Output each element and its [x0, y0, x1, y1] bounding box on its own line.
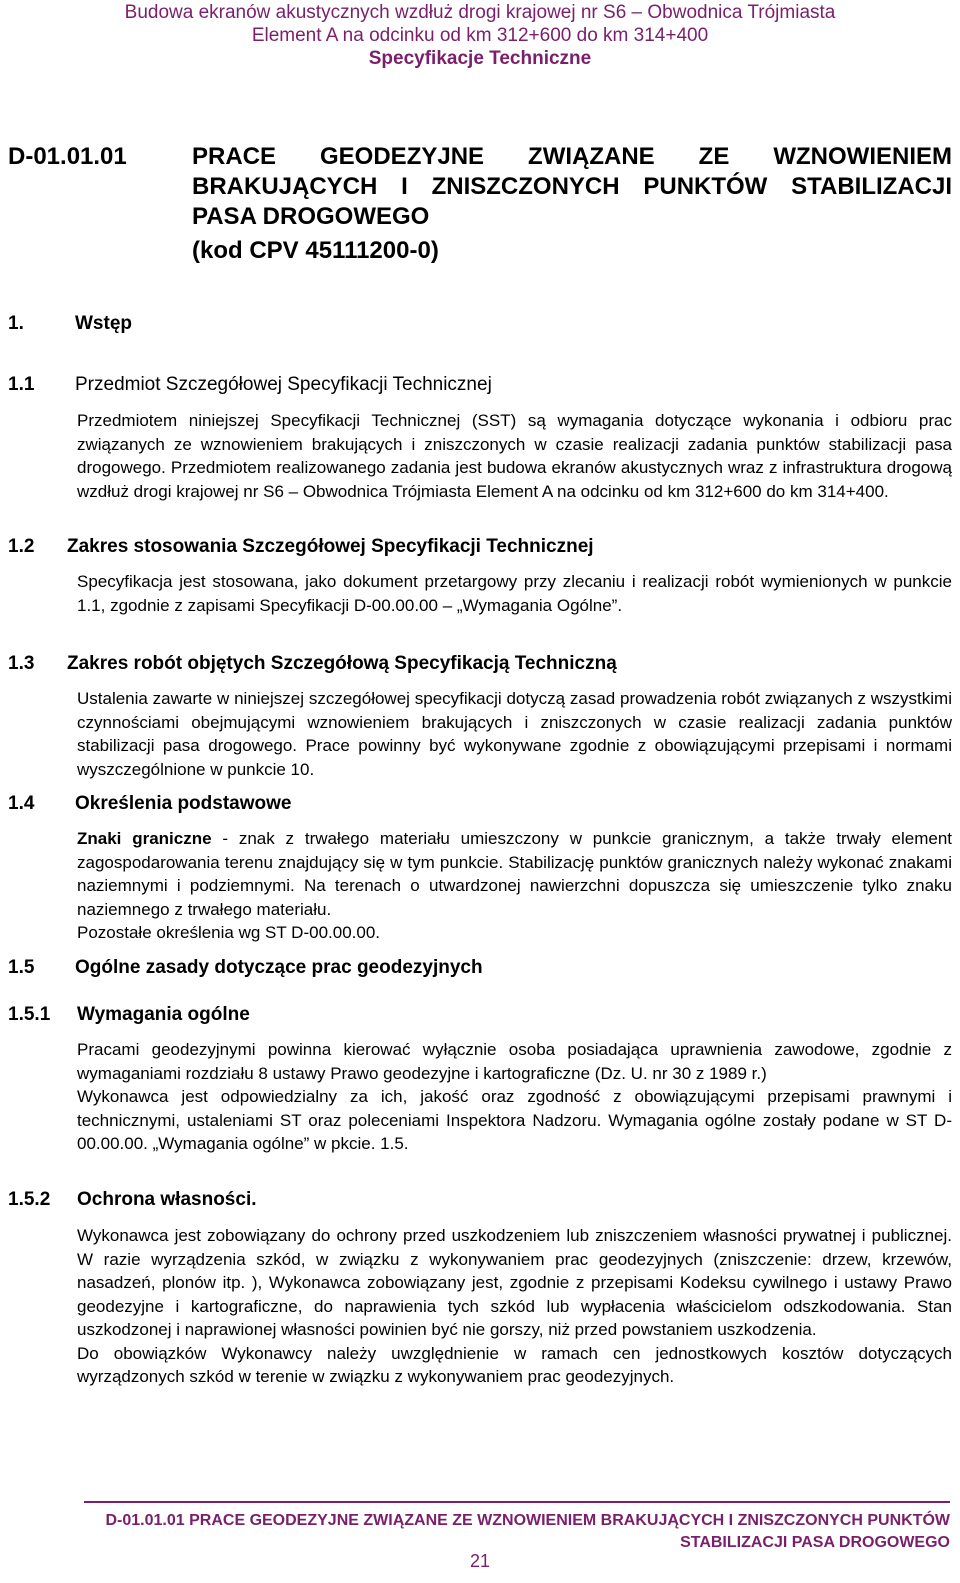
section-title: Zakres stosowania Szczegółowej Specyfikacji Technicznej: [67, 536, 594, 557]
footer-line-1: D-01.01.01 PRACE GEODEZYJNE ZWIĄZANE ZE WZNOWIENIEM BRAKUJĄCYCH I ZNISZCZONYCH PUNKTÓW: [105, 1512, 950, 1529]
section-title: Ochrona własności.: [77, 1189, 257, 1210]
section-title: Wstęp: [75, 313, 132, 334]
section-number: 1.: [8, 313, 24, 334]
definition-text: - znak z trwałego materiału umieszczony w punkcie granicznym, a także trwały element zagospodarowania terenu znajdujący się w tym punkcie. Stabilizację punktów granicznych należy wykonać znakami naziemnymi i podziemnymi. Na terenach o utwardzonej nawierzchni dopuszcza się umieszczenie tylko znaku naziemnego z trwałego materiału.: [77, 829, 952, 919]
section-title: Przedmiot Szczegółowej Specyfikacji Technicznej: [75, 374, 492, 395]
paragraph: Pracami geodezyjnymi powinna kierować wyłącznie osoba posiadająca uprawnienia zawodowe, zgodnie z wymaganiami rozdziału 8 ustawy Prawo geodezyjne i kartograficzne (Dz. U. nr 30 z 1989 r.): [77, 1040, 952, 1083]
page-footer: [84, 1510, 950, 1554]
footer-line-2: STABILIZACJI PASA DROGOWEGO: [680, 1534, 950, 1551]
section-title: Określenia podstawowe: [75, 793, 292, 814]
section-number: 1.1: [8, 374, 35, 395]
header-line-2: Element A na odcinku od km 312+600 do km 314+400: [251, 25, 709, 46]
definition-term: Znaki graniczne: [77, 829, 212, 848]
other-definitions-note: Pozostałe określenia wg ST D-00.00.00.: [77, 923, 381, 942]
section-title: Wymagania ogólne: [77, 1004, 250, 1025]
title-line-2: BRAKUJĄCYCH I ZNISZCZONYCH PUNKTÓW STABILIZACJI: [192, 173, 952, 200]
section-title: Ogólne zasady dotyczące prac geodezyjnych: [75, 957, 483, 978]
section-number: 1.5: [8, 957, 35, 978]
section-number: 1.3: [8, 653, 35, 674]
section-number: 1.4: [8, 793, 35, 814]
title-line-1: PRACE GEODEZYJNE ZWIĄZANE ZE WZNOWIENIEM: [192, 143, 952, 170]
section-1-5-1-body: [77, 1038, 952, 1156]
section-number: 1.5.1: [8, 1004, 51, 1025]
footer-divider: [84, 1501, 950, 1503]
section-1-5-2-body: [77, 1224, 952, 1389]
section-1-3-body: Ustalenia zawarte w niniejszej szczegółowej specyfikacji dotyczą zasad prowadzenia robót związanych z wszystkimi czynnościami obejmującymi wznowieniem brakujących i zniszczonych w czasie realizacji zadania punktów stabilizacji pasa drogowego. Prace powinny być wykonywane zgodnie z obowiązującymi przepisami i normami wyszczególnione w punkcie 10.: [77, 689, 952, 779]
spec-code: D-01.01.01: [8, 143, 127, 170]
section-title: Zakres robót objętych Szczegółową Specyfikacją Techniczną: [67, 653, 617, 674]
section-number: 1.5.2: [8, 1189, 51, 1210]
section-number: 1.2: [8, 536, 35, 557]
spec-title: [192, 142, 952, 266]
section-1-1-body: Przedmiotem niniejszej Specyfikacji Technicznej (SST) są wymagania dotyczące wykonania i odbioru prac związanych ze wznowieniem brakujących i zniszczonych w czasie realizacji zadania punktów stabilizacji pasa drogowego. Przedmiotem realizowanego zadania jest budowa ekranów akustycznych wraz z infrastruktura drogową wzdłuż drogi krajowej nr S6 – Obwodnica Trójmiasta Element A na odcinku od km 312+600 do km 314+400.: [77, 411, 952, 501]
section-1-4-body: [77, 827, 952, 945]
cpv-code: (kod CPV 45111200-0): [192, 237, 439, 264]
paragraph: Wykonawca jest zobowiązany do ochrony przed uszkodzeniem lub zniszczeniem własności prywatnej i publicznej. W razie wyrządzenia szkód, w związku z wykonywaniem prac geodezyjnych (zniszczenie: drzew, krzewów, nasadzeń, plonów itp. ), Wykonawca zobowiązany jest, zgodnie z przepisami Kodeksu cywilnego i ustawy Prawo geodezyjne i kartograficzne, do naprawienia tych szkód lub wypłacenia właścicielom odszkodowania. Stan uszkodzonej i naprawionej własności powinien być nie gorszy, niż przed powstaniem uszkodzenia.: [77, 1226, 952, 1339]
page-number: 21: [469, 1551, 491, 1571]
paragraph: Do obowiązków Wykonawcy należy uwzględnienie w ramach cen jednostkowych kosztów dotyczących wyrządzonych szkód w terenie w związku z wykonywaniem prac geodezyjnych.: [77, 1343, 952, 1386]
page-header: [0, 0, 960, 70]
paragraph: Wykonawca jest odpowiedzialny za ich, jakość oraz zgodność z obowiązującymi przepisami prawnymi i technicznymi, ustaleniami ST oraz poleceniami Inspektora Nadzoru. Wymagania ogólne zostały podane w ST D-00.00.00. „Wymagania ogólne” w pkcie. 1.5.: [77, 1087, 952, 1153]
section-1-2-body: Specyfikacja jest stosowana, jako dokument przetargowy przy zlecaniu i realizacji robót wymienionych w punkcie 1.1, zgodnie z zapisami Specyfikacji D-00.00.00 – „Wymagania Ogólne”.: [77, 572, 952, 615]
header-line-3: Specyfikacje Techniczne: [368, 48, 592, 69]
title-line-3: PASA DROGOWEGO: [192, 203, 430, 230]
header-line-1: Budowa ekranów akustycznych wzdłuż drogi krajowej nr S6 – Obwodnica Trójmiasta: [124, 2, 836, 23]
definition-paragraph: [77, 827, 952, 921]
